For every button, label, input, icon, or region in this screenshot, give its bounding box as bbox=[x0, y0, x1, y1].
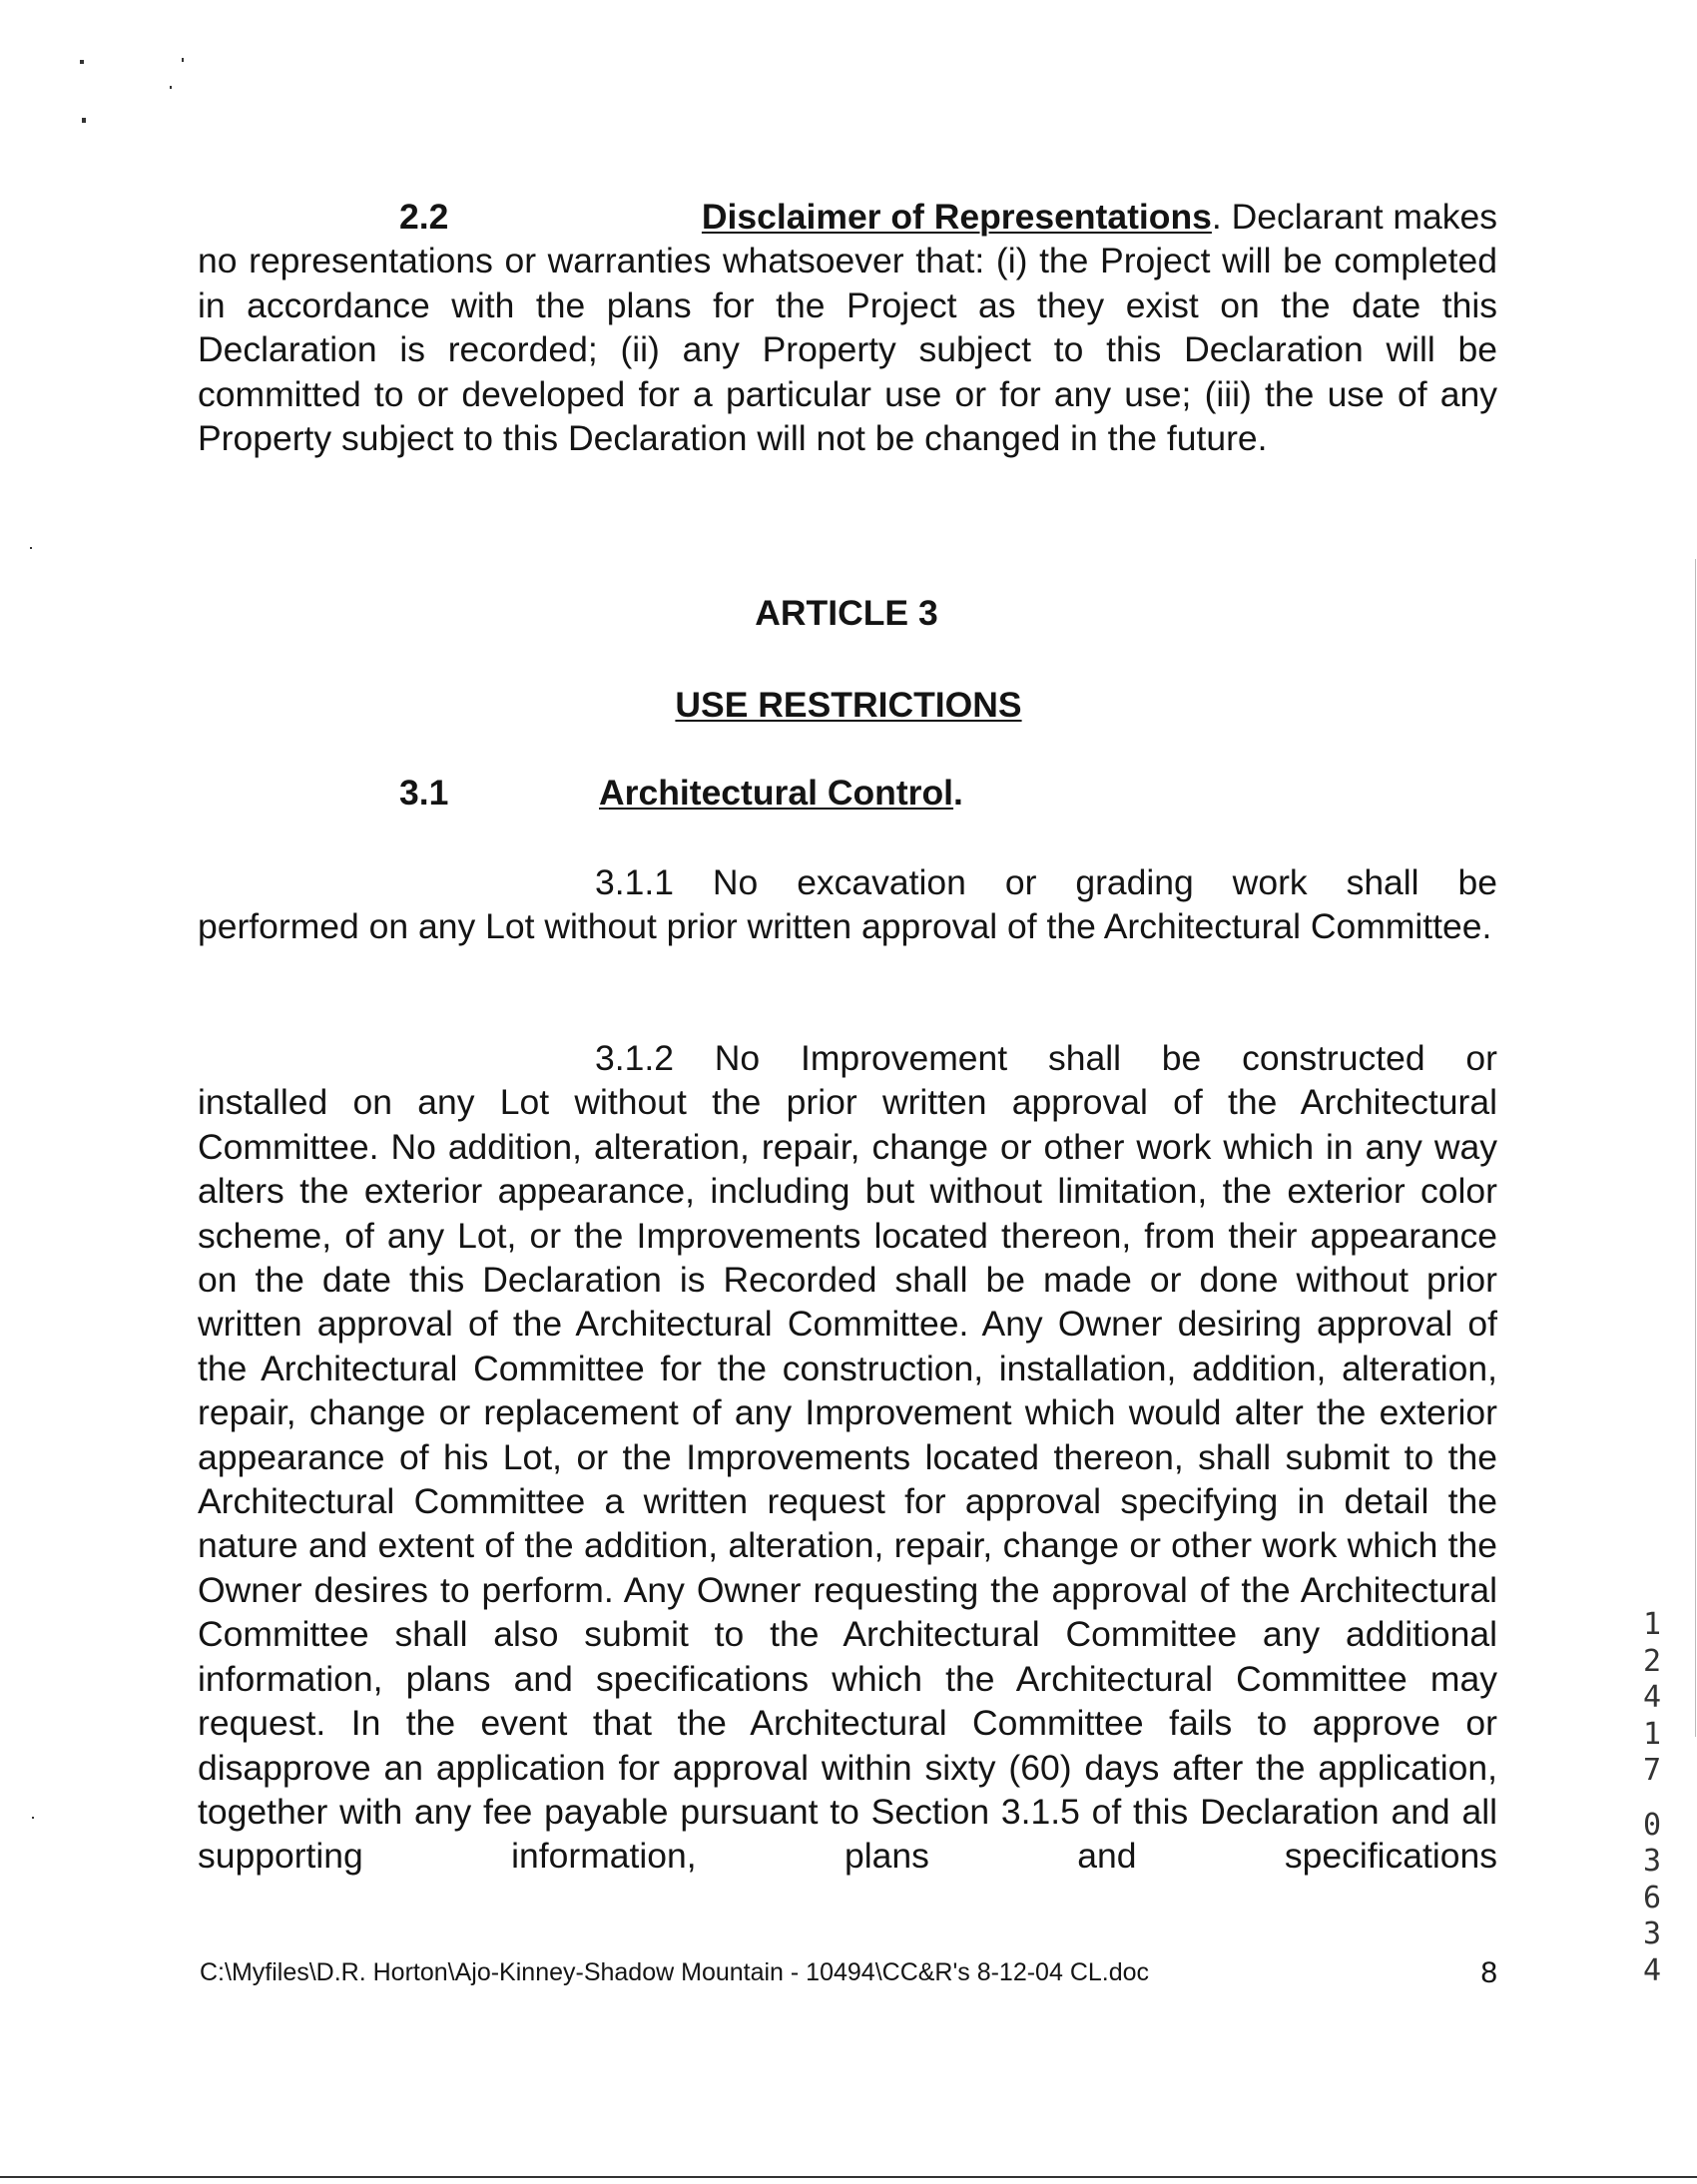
stamp-char: 3 bbox=[1642, 1916, 1662, 1951]
page-footer bbox=[200, 1958, 1497, 1987]
para-3-1-1-lead: 3.1.1 No excavation or grading work shall be bbox=[595, 862, 1497, 902]
scan-speck bbox=[80, 60, 84, 64]
section-2-2-first-line-rest: . Declarant makes bbox=[1211, 197, 1497, 237]
article-subheading bbox=[0, 685, 1697, 726]
recording-stamp bbox=[1639, 1607, 1665, 1989]
stamp-gap bbox=[1639, 1790, 1665, 1808]
scan-edge-line bbox=[1695, 559, 1696, 1737]
para-3-1-1 bbox=[198, 860, 1497, 949]
stamp-char: 3 bbox=[1642, 1844, 1662, 1879]
stamp-char: 4 bbox=[1642, 1952, 1662, 1988]
section-3-1-number: 3.1 bbox=[399, 773, 449, 813]
stamp-char: 6 bbox=[1642, 1880, 1662, 1915]
section-3-1-period: . bbox=[953, 773, 963, 813]
article-subheading-text: USE RESTRICTIONS bbox=[675, 685, 1022, 725]
section-2-2-first-line bbox=[198, 195, 1497, 239]
scan-speck bbox=[82, 118, 86, 123]
section-2-2-title: Disclaimer of Representations bbox=[701, 197, 1212, 237]
stamp-char: 4 bbox=[1642, 1680, 1662, 1715]
scan-speck bbox=[32, 1817, 34, 1819]
scan-bottom-line bbox=[0, 2176, 1697, 2178]
section-2-2-number: 2.2 bbox=[399, 197, 449, 237]
section-3-1-number-wrap bbox=[399, 773, 448, 814]
section-2-2-body: no representations or warranties whatsoever that: (i) the Project will be completed in accordance with the plans for the Project as they exist on the date this Declaration is recorded; (ii) any Property subject to this Declaration will be committed to or developed for a particular use or for any use; (iii) the use of any Property subject to this Declaration will not be changed in the future. bbox=[198, 241, 1497, 459]
section-3-1-title: Architectural Control bbox=[599, 773, 954, 813]
stamp-char: 0 bbox=[1642, 1807, 1662, 1843]
section-2-2 bbox=[198, 195, 1497, 460]
scan-speck bbox=[170, 86, 172, 89]
stamp-char: 1 bbox=[1642, 1716, 1662, 1752]
stamp-char: 2 bbox=[1642, 1643, 1662, 1679]
stamp-char: 7 bbox=[1642, 1753, 1662, 1788]
para-3-1-2-lead: 3.1.2 No Improvement shall be constructed or bbox=[595, 1038, 1497, 1078]
footer-file-path: C:\Myfiles\D.R. Horton\Ajo-Kinney-Shadow Mountain - 10494\CC&R's 8-12-04 CL.doc bbox=[200, 1958, 1150, 1986]
scan-speck bbox=[30, 547, 32, 549]
section-3-1-heading bbox=[599, 773, 963, 814]
scan-speck bbox=[182, 58, 184, 62]
para-3-1-2-body: installed on any Lot without the prior written approval of the Architectural Committee. No addition, alteration, repair, change or other work which in any way alters the exterior appearance, including but without limitation, the exterior color scheme, of any Lot, or the Improvements located thereon, from their appearance on the date this Declaration is Recorded shall be made or done without prior written approval of the Architectural Committee. Any Owner desiring approval of the Architectural Committee for the construction, installation, addition, alteration, repair, change or replacement of any Improvement which would alter the exterior appearance of his Lot, or the Improvements located thereon, shall submit to the Architectural Committee a written request for approval specifying in detail the nature and extent of the addition, alteration, repair, change or other work which the Owner desires to perform. Any Owner requesting the approval of the Architectural Committee shall also submit to the Architectural Committee any additional information, plans and specifications which the Architectural Committee may request. In the event that the Architectural Committee fails to approve or disapprove an application for approval within sixty (60) days after the application, together with any fee payable pursuant to Section 3.1.5 of this Declaration and all supporting information, plans and specifications bbox=[198, 1082, 1497, 1877]
article-heading: ARTICLE 3 bbox=[755, 593, 938, 633]
page-number: 8 bbox=[1480, 1956, 1497, 1989]
para-3-1-1-body: performed on any Lot without prior written approval of the Architectural Committee. bbox=[198, 906, 1492, 947]
para-3-1-2 bbox=[198, 1036, 1497, 1879]
stamp-char: 1 bbox=[1642, 1607, 1662, 1642]
